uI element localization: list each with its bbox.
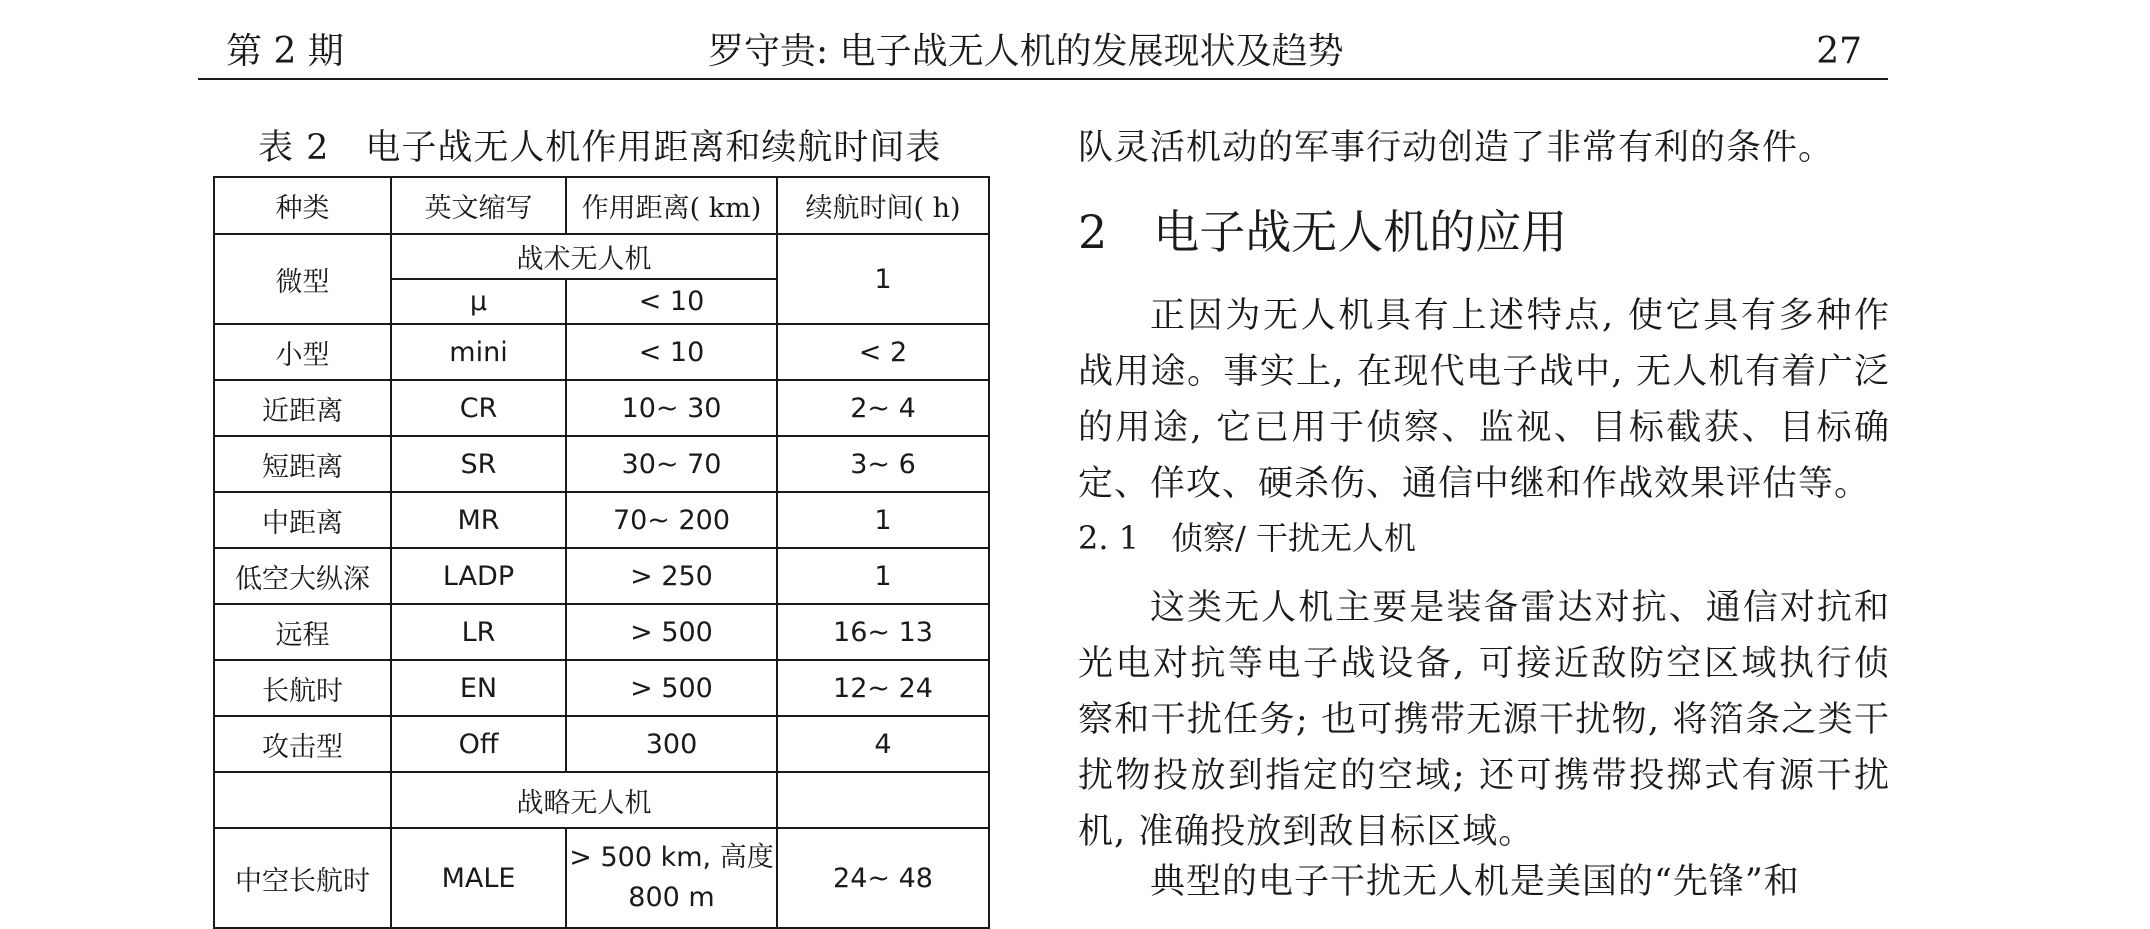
table-row <box>214 716 989 772</box>
abbr-cell: mini <box>391 324 566 380</box>
table-row <box>214 548 989 604</box>
type-cell: 攻击型 <box>214 716 391 772</box>
table-row <box>214 828 989 928</box>
abbr-cell: SR <box>391 436 566 492</box>
abbr-cell-micro: μ <box>391 279 566 324</box>
range-cell: < 10 <box>566 324 777 380</box>
range-cell: 300 <box>566 716 777 772</box>
endurance-cell: 1 <box>777 548 989 604</box>
endurance-cell: 3~ 6 <box>777 436 989 492</box>
empty-cell <box>777 772 989 828</box>
type-cell: 短距离 <box>214 436 391 492</box>
running-title: 罗守贵: 电子战无人机的发展现状及趋势 <box>708 31 1344 72</box>
table-header-row <box>214 177 989 234</box>
abbr-cell: MR <box>391 492 566 548</box>
paragraph: 这类无人机主要是装备雷达对抗、通信对抗和光电对抗等电子战设备, 可接近敌防空区域执行侦察和干扰任务; 也可携带无源干扰物, 将箔条之类干扰物投放到指定的空域; 还可携带投掷式有源干扰机, 准确投放到敌目标区域。 <box>1078 588 1890 852</box>
abbr-cell: CR <box>391 380 566 436</box>
table-row <box>214 772 989 828</box>
range-cell-micro: < 10 <box>566 279 777 324</box>
abbr-cell: Off <box>391 716 566 772</box>
type-cell: 近距离 <box>214 380 391 436</box>
issue-number: 第 2 期 <box>226 31 344 72</box>
empty-cell <box>214 772 391 828</box>
abbr-cell: LR <box>391 604 566 660</box>
paragraph: 典型的电子干扰无人机是美国的“先锋”和 <box>1150 862 1800 902</box>
range-cell: > 250 <box>566 548 777 604</box>
uav-range-endurance-table <box>213 176 990 929</box>
column-header-endurance: 续航时间( h) <box>777 177 989 234</box>
page-number: 27 <box>1816 31 1862 72</box>
type-cell: 中距离 <box>214 492 391 548</box>
column-header-range: 作用距离( km) <box>566 177 777 234</box>
endurance-cell: 12~ 24 <box>777 660 989 716</box>
range-cell-male: > 500 km, 高度 800 m <box>566 828 777 928</box>
section-heading: 2 电子战无人机的应用 <box>1078 205 1568 259</box>
table-row <box>214 380 989 436</box>
abbr-cell-male: MALE <box>391 828 566 928</box>
type-cell: 低空大纵深 <box>214 548 391 604</box>
endurance-cell: 16~ 13 <box>777 604 989 660</box>
endurance-cell: < 2 <box>777 324 989 380</box>
range-cell: 10~ 30 <box>566 380 777 436</box>
range-cell: > 500 <box>566 660 777 716</box>
table-row <box>214 660 989 716</box>
abbr-cell: LADP <box>391 548 566 604</box>
abbr-cell: EN <box>391 660 566 716</box>
type-cell: 远程 <box>214 604 391 660</box>
table-row <box>214 324 989 380</box>
type-cell-male: 中空长航时 <box>214 828 391 928</box>
range-cell: > 500 <box>566 604 777 660</box>
type-cell: 小型 <box>214 324 391 380</box>
endurance-cell: 1 <box>777 492 989 548</box>
type-cell-micro: 微型 <box>214 234 391 324</box>
paragraph: 正因为无人机具有上述特点, 使它具有多种作战用途。事实上, 在现代电子战中, 无人机有着广泛的用途, 它已用于侦察、监视、目标截获、目标确定、佯攻、硬杀伤、通信中继和作战效果评估等。 <box>1078 296 1890 504</box>
strategic-group-label: 战略无人机 <box>391 772 777 828</box>
tactical-group-label: 战术无人机 <box>391 234 777 279</box>
endurance-cell: 4 <box>777 716 989 772</box>
table-row <box>214 234 989 279</box>
type-cell: 长航时 <box>214 660 391 716</box>
endurance-cell: 2~ 4 <box>777 380 989 436</box>
header-rule <box>198 78 1888 80</box>
endurance-cell-male: 24~ 48 <box>777 828 989 928</box>
column-header-type: 种类 <box>214 177 391 234</box>
subsection-heading: 2. 1 侦察/ 干扰无人机 <box>1078 519 1417 557</box>
table-row <box>214 436 989 492</box>
table-caption: 表 2 电子战无人机作用距离和续航时间表 <box>258 128 942 168</box>
range-cell: 30~ 70 <box>566 436 777 492</box>
paragraph-continuation: 队灵活机动的军事行动创造了非常有利的条件。 <box>1078 128 1835 168</box>
endurance-cell-micro: 1 <box>777 234 989 324</box>
table-row <box>214 604 989 660</box>
column-header-abbreviation: 英文缩写 <box>391 177 566 234</box>
range-cell: 70~ 200 <box>566 492 777 548</box>
table-row <box>214 492 989 548</box>
